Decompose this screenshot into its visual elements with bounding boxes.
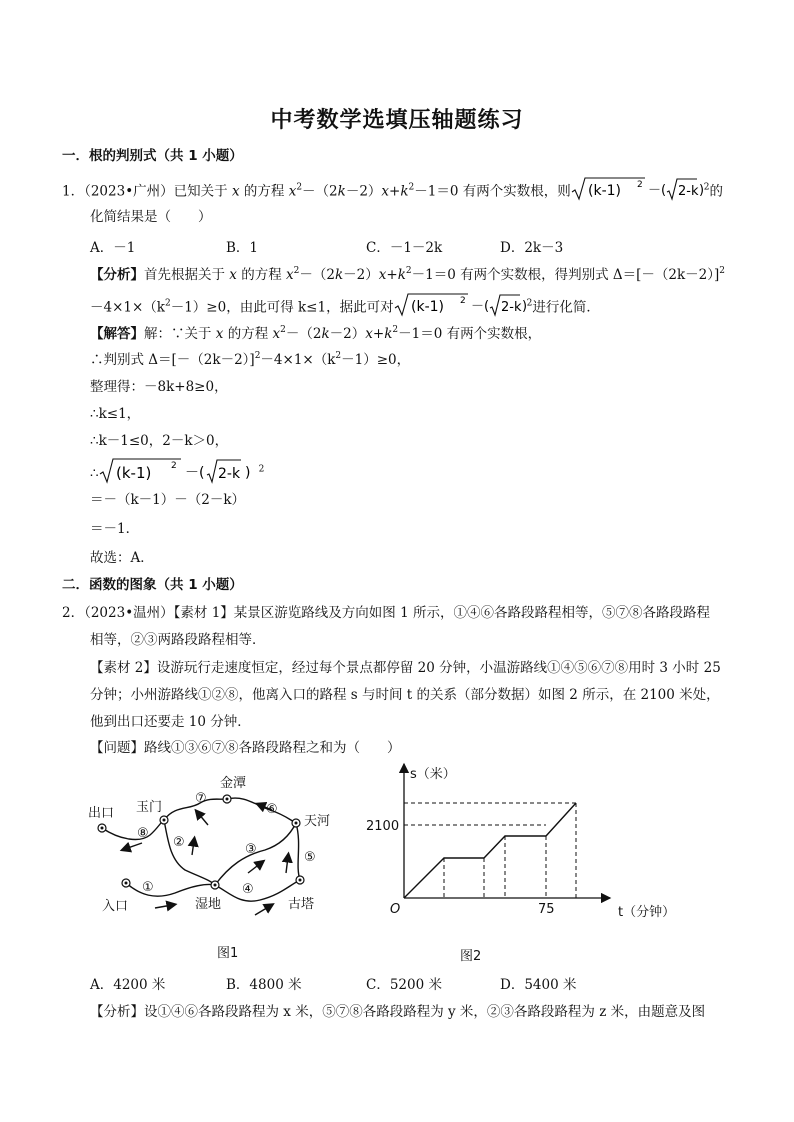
svg-text:): )	[521, 299, 527, 314]
segment-3-label: ③	[245, 842, 257, 857]
analysis-text: 的方程	[241, 267, 282, 283]
question-1-line-2: 化简结果是（ ）	[90, 209, 212, 225]
question-2-line-3: 【素材 2】设游玩行走速度恒定，经过每个景点都停留 20 分钟，小温游路线①④⑤⑥⑦⑧用时 3 小时 25	[90, 660, 721, 676]
x-tick-75: 75	[538, 902, 555, 917]
option-d[interactable]: D．5400 米	[500, 977, 577, 993]
segment-8-path	[102, 820, 164, 839]
analysis-line: 【分析】设①④⑥各路段路程为 x 米，⑤⑦⑧各路段路程为 y 米，②③各路段路程为 z 米，由题意及图	[90, 1004, 706, 1020]
origin-label: O	[390, 902, 401, 917]
step-text: ∴	[90, 465, 99, 482]
question-2-line-1	[62, 603, 710, 623]
label-shidi: 湿地	[195, 897, 222, 912]
radical-expression	[99, 457, 259, 491]
solution-step-2: 整理得：－8k+8≥0，	[90, 379, 228, 395]
analysis-text: 有两个实数根，得判别式 Δ＝[－（2k－2）]	[460, 267, 720, 283]
option-c[interactable]: C．－1－2k	[366, 240, 443, 256]
analysis-text: －1）≥0，由此可得 k≤1，据此可对	[170, 299, 394, 316]
question-2-line-5: 他到出口还要走 10 分钟．	[90, 714, 251, 730]
analysis-tag: 【分析】	[90, 267, 144, 283]
svg-text:2-k: 2-k	[217, 466, 240, 482]
segment-8-label: ⑧	[137, 826, 149, 841]
option-c[interactable]: C．5200 米	[366, 977, 442, 993]
option-b[interactable]: B．1	[226, 240, 259, 256]
analysis-text: 首先根据关于	[144, 267, 225, 283]
question-2-line-2: 相等，②③两路段路程相等．	[90, 632, 266, 648]
solution-step-7: ＝－1．	[90, 521, 140, 537]
y-tick-2100: 2100	[366, 819, 400, 834]
step-text: －4×1×（k	[260, 352, 336, 368]
svg-text:2: 2	[170, 461, 177, 471]
step-text: －1）≥0，	[341, 352, 411, 368]
question-text: 的	[709, 183, 723, 200]
option-a[interactable]: A．4200 米	[90, 977, 166, 993]
segment-1-path	[126, 883, 215, 896]
question-source: （2023•广州）	[84, 183, 174, 200]
answer-line-1: 【解答】解：∵关于 x 的方程 $x^2-(2k-2)x+k^2-1=0$ 有两个实数根，	[90, 325, 542, 342]
solution-step-3: ∴k≤1，	[90, 406, 141, 422]
question-text: 已知关于	[173, 183, 228, 200]
answer-text: 的方程	[227, 326, 269, 342]
segment-6-label: ⑥	[266, 802, 278, 817]
svg-text:): )	[244, 465, 251, 481]
svg-text:): )	[698, 183, 704, 198]
segment-5-label: ⑤	[304, 850, 316, 865]
step-text: ∴判别式 Δ＝[－（2k－2）]	[90, 352, 255, 368]
label-jintan: 金潭	[220, 776, 247, 791]
svg-text:－(: －(	[470, 299, 489, 314]
question-number: 1．	[62, 183, 85, 200]
solution-step-1: ∴判别式 $\Delta=[-(2k-2)]^2-4\times 1\times(k^2-1)\ge 0$，	[90, 351, 411, 368]
svg-text:2: 2	[459, 296, 466, 306]
segment-5-path	[296, 823, 300, 880]
option-a[interactable]: A．－1	[90, 240, 136, 256]
analysis-line-2: $-4\times 1\times(k^2-1)\ge 0$，由此可得 k≤1，据此可对 (k-1) 2 －( 2-k ) $^2$进行化简．	[90, 292, 600, 324]
segment-1-label: ①	[142, 880, 154, 895]
svg-text:(k-1): (k-1)	[410, 299, 444, 315]
question-number: 2．	[62, 605, 85, 621]
section-heading: 一．根的判别式（共 1 小题）	[62, 148, 243, 164]
segment-6-path	[227, 798, 296, 823]
label-yumen: 玉门	[136, 800, 163, 815]
solution-step-6: ＝－（k－1）－（2－k）	[90, 492, 246, 508]
answer-tag: 【解答】	[90, 326, 144, 342]
label-entrance: 入口	[102, 899, 129, 914]
route-map-figure	[80, 765, 350, 965]
question-1-line-1: 1．（2023•广州）已知关于 x 的方程 $x^2-(2k-2)x+k^2-1=0$ 有两个实数根，则 (k-1) 2 －( 2-k ) $^2$的	[62, 176, 723, 208]
radical2-text: 2-k	[677, 184, 699, 199]
question-2-line-6: 【问题】路线①③⑥⑦⑧各路段路程之和为（ ）	[90, 740, 401, 756]
choose-answer: 故选：A．	[90, 550, 154, 566]
svg-text:－(: －(	[184, 465, 205, 481]
question-text: 的方程	[243, 183, 285, 200]
svg-text:－(: －(	[647, 183, 666, 198]
question-2-line-4: 分钟；小州游路线①②⑧，他离入口的路程 s 与时间 t 的关系（部分数据）如图 2 所示，在 2100 米处，	[90, 687, 720, 703]
answer-text: 解：∵关于	[144, 326, 212, 342]
option-b[interactable]: B．4800 米	[226, 977, 302, 993]
question-text: （2023•温州）【素材 1】某景区游览路线及方向如图 1 所示，①④⑥各路段路程相等，⑤⑦⑧各路段路程	[84, 605, 710, 621]
segment-7-label: ⑦	[195, 791, 207, 806]
distance-time-graph	[360, 758, 676, 968]
figure1-caption: 图1	[217, 946, 239, 961]
answer-text: 有两个实数根，	[446, 326, 542, 342]
x-axis-label: t（分钟）	[618, 905, 676, 920]
radical-expression	[571, 176, 704, 208]
label-tianhe: 天河	[304, 814, 331, 829]
section-heading: 二．函数的图象（共 1 小题）	[62, 577, 243, 593]
segment-2-path	[164, 820, 215, 885]
y-axis-label: s（米）	[410, 767, 456, 782]
analysis-text: 进行化简．	[532, 299, 600, 316]
analysis-line-1: 【分析】首先根据关于 x 的方程 $x^2-(2k-2)x+k^2-1=0$ 有两个实数根，得判别式 $\Delta=[-(2k-2)]^2$	[90, 266, 726, 283]
svg-text:2-k: 2-k	[500, 300, 522, 315]
solution-step-5: ∴ (k-1) 2 －( 2-k ) $^2$	[90, 457, 264, 491]
segment-4-label: ④	[242, 882, 254, 897]
label-exit: 出口	[88, 806, 115, 821]
analysis-text: －4×1×（k	[90, 299, 165, 316]
label-guta: 古塔	[288, 897, 315, 912]
page-title: 中考数学选填压轴题练习	[270, 108, 524, 133]
solution-step-4: ∴k－1≤0，2－k＞0，	[90, 433, 229, 449]
figure2-caption: 图2	[460, 949, 482, 964]
segment-2-label: ②	[173, 835, 185, 850]
distance-time-line	[404, 803, 576, 898]
radical-expression	[394, 292, 527, 324]
svg-text:(k-1): (k-1)	[115, 464, 151, 482]
radical1-text: (k-1)	[587, 183, 621, 199]
svg-text:2: 2	[636, 180, 643, 190]
question-text: 有两个实数根，则	[462, 183, 571, 200]
option-d[interactable]: D．2k－3	[500, 240, 564, 256]
